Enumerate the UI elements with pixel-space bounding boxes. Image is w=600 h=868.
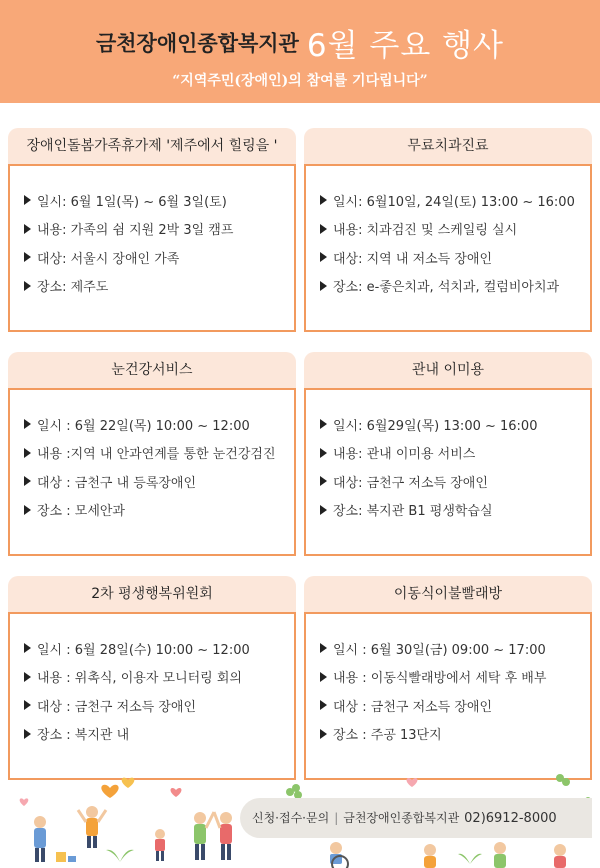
event-title: 이동식이불빨래방 <box>304 576 592 612</box>
event-item: 대상 : 금천구 저소득 장애인 <box>24 691 294 720</box>
contact-bar <box>240 798 592 838</box>
event-details <box>304 612 592 780</box>
triangle-bullet-icon <box>320 252 327 262</box>
triangle-bullet-icon <box>320 700 327 710</box>
org-name: 금천장애인종합복지관 <box>95 31 299 56</box>
month-title: 6월 주요 행사 <box>306 28 505 64</box>
event-item: 일시: 6월29일(목) 13:00 ~ 16:00 <box>320 410 590 439</box>
triangle-bullet-icon <box>320 643 327 653</box>
triangle-bullet-icon <box>24 672 31 682</box>
event-details <box>304 164 592 332</box>
event-item: 대상 : 금천구 내 등록장애인 <box>24 467 294 496</box>
event-item: 일시 : 6월 22일(목) 10:00 ~ 12:00 <box>24 410 294 439</box>
event-title: 관내 이미용 <box>304 352 592 388</box>
triangle-bullet-icon <box>24 281 31 291</box>
event-card-eye-health <box>8 352 296 556</box>
contact-label: 신청·접수·문의 <box>252 811 330 825</box>
header-banner <box>0 0 600 103</box>
triangle-bullet-icon <box>24 224 31 234</box>
event-item: 장소: e-좋은치과, 석치과, 컬럼비아치과 <box>320 272 590 301</box>
event-item: 내용 : 위촉식, 이용자 모니터링 회의 <box>24 663 294 692</box>
event-item: 내용: 관내 이미용 서비스 <box>320 439 590 468</box>
event-details <box>8 164 296 332</box>
event-item: 장소 : 주공 13단지 <box>320 720 590 749</box>
event-item: 내용: 치과검진 및 스케일링 실시 <box>320 215 590 244</box>
event-details <box>8 612 296 780</box>
event-title: 무료치과진료 <box>304 128 592 164</box>
event-item: 내용 : 이동식빨래방에서 세탁 후 배부 <box>320 663 590 692</box>
header-title-row <box>0 20 600 65</box>
event-title: 장애인돌봄가족휴가제 '제주에서 힐링을 ' <box>8 128 296 164</box>
triangle-bullet-icon <box>320 281 327 291</box>
triangle-bullet-icon <box>24 419 31 429</box>
contact-separator: | <box>334 811 339 825</box>
triangle-bullet-icon <box>320 476 327 486</box>
event-title: 눈건강서비스 <box>8 352 296 388</box>
event-item: 장소: 복지관 B1 평생학습실 <box>320 496 590 525</box>
triangle-bullet-icon <box>24 700 31 710</box>
event-title: 2차 평생행복위원회 <box>8 576 296 612</box>
triangle-bullet-icon <box>320 419 327 429</box>
event-item: 일시: 6월 1일(목) ~ 6월 3일(토) <box>24 186 294 215</box>
triangle-bullet-icon <box>24 643 31 653</box>
event-details <box>304 388 592 556</box>
footer-illustration <box>0 770 600 868</box>
triangle-bullet-icon <box>320 672 327 682</box>
triangle-bullet-icon <box>320 448 327 458</box>
event-item: 일시: 6월10일, 24일(토) 13:00 ~ 16:00 <box>320 186 590 215</box>
triangle-bullet-icon <box>320 224 327 234</box>
event-item: 장소 : 모세안과 <box>24 496 294 525</box>
triangle-bullet-icon <box>320 505 327 515</box>
triangle-bullet-icon <box>320 729 327 739</box>
triangle-bullet-icon <box>24 729 31 739</box>
triangle-bullet-icon <box>24 448 31 458</box>
event-item: 일시 : 6월 28일(수) 10:00 ~ 12:00 <box>24 634 294 663</box>
header-subtitle: “지역주민(장애인)의 참여를 기다립니다” <box>172 73 428 89</box>
event-item: 대상: 서울시 장애인 가족 <box>24 243 294 272</box>
event-item: 내용 :지역 내 안과연계를 통한 눈건강검진 <box>24 439 294 468</box>
event-card-mobile-laundry <box>304 576 592 780</box>
triangle-bullet-icon <box>24 252 31 262</box>
event-item: 장소 : 복지관 내 <box>24 720 294 749</box>
event-item: 대상: 금천구 저소득 장애인 <box>320 467 590 496</box>
event-item: 장소: 제주도 <box>24 272 294 301</box>
event-card-happiness-committee <box>8 576 296 780</box>
event-item: 내용: 가족의 쉼 지원 2박 3일 캠프 <box>24 215 294 244</box>
event-details <box>8 388 296 556</box>
triangle-bullet-icon <box>24 195 31 205</box>
event-card-hair-beauty <box>304 352 592 556</box>
event-card-family-respite <box>8 128 296 332</box>
event-item: 대상 : 금천구 저소득 장애인 <box>320 691 590 720</box>
event-item: 대상: 지역 내 저소득 장애인 <box>320 243 590 272</box>
triangle-bullet-icon <box>24 476 31 486</box>
contact-phone: 02)6912-8000 <box>464 811 557 826</box>
event-item: 일시 : 6월 30일(금) 09:00 ~ 17:00 <box>320 634 590 663</box>
triangle-bullet-icon <box>24 505 31 515</box>
triangle-bullet-icon <box>320 195 327 205</box>
contact-org: 금천장애인종합복지관 <box>343 811 460 825</box>
event-card-dental <box>304 128 592 332</box>
